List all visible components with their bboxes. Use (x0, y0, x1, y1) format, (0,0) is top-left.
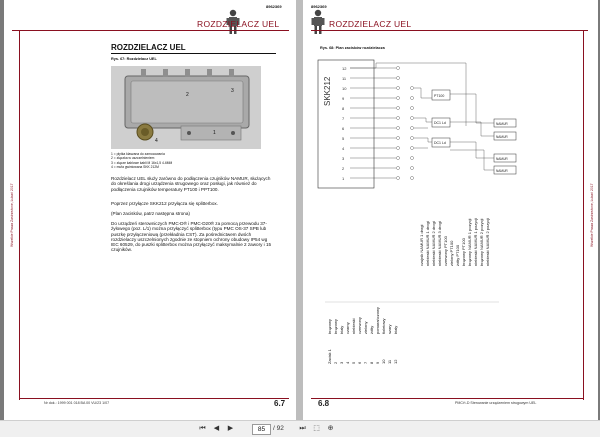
table-cell: 8 (369, 361, 374, 364)
fit-page-icon[interactable]: ⬚ (313, 425, 320, 432)
table-cell: biały (393, 325, 398, 334)
footer-text: Nr dok.: 1999 001 018 BA 00 VU/23 1/07 (44, 401, 110, 405)
component-label: NAMUR (496, 157, 508, 161)
legend-item: 1 = płytka klaszana do zamocowania (111, 152, 165, 156)
table-cell: 3 (339, 361, 344, 364)
terminal-diagram (316, 58, 526, 190)
table-cell: zielony (363, 321, 368, 334)
table-cell: brązowy PT100 (461, 238, 466, 266)
first-page-icon[interactable]: ⏮ (199, 425, 206, 432)
table-cell: fioletowy (381, 318, 386, 334)
terminal-number: 12 (342, 66, 347, 71)
paragraph: Poprzez przyłącze SKK212 przyłącza się splitterbox. (111, 201, 218, 206)
page-number-input[interactable] (252, 424, 271, 435)
terminal-table (323, 206, 503, 366)
terminal-number: 2 (342, 166, 345, 171)
component-label: NAMUR (496, 135, 508, 139)
paragraph: Do urządzeń sterowniczych PMC-D℗ i PMC-D20℗ za pomocą przewodu 37-żyłowego (poz. L/1) można przyłączyć splitterbox (typu PMC OS-37 SPB lub puszkę przyłączeniową (przekładnia CST). Za pośrednictwem dwóch rozdzielaczy uszczelnionych zgodnie ze stopniem ochrony obudowy IP54 wg IEC 60529, do puszki splitterbox można przyłączyć maksymalnie 2 zawory i 15 czujników. (111, 221, 272, 253)
table-cell: czujnik NAMUR 1 drogi (419, 224, 424, 266)
terminal-numbers (342, 66, 347, 181)
table-cell: brązowy (327, 319, 332, 334)
legend-item: 4 = mufa gwintowana SKK 212M (111, 164, 159, 169)
table-cell: brązowy (333, 319, 338, 334)
terminal-number: 4 (342, 146, 345, 151)
distributor-photo (111, 66, 261, 149)
margin-rule (583, 30, 584, 400)
table-cell: brązowy NAMUR 1 pozycji (467, 218, 472, 266)
table-cell: czerwony (357, 317, 362, 334)
footer-rule (311, 398, 583, 399)
doc-code: 8962369 (311, 4, 327, 9)
terminal-number: 1 (342, 176, 345, 181)
photo-label: 3 (231, 88, 234, 94)
table-cell: niebieski NAMUR 2 drogi (431, 221, 436, 266)
table-cell: 6 (357, 361, 362, 364)
table-cell: biały (339, 325, 344, 334)
left-page (4, 0, 296, 420)
section-title: ROZDZIELACZ UEL (111, 43, 186, 52)
page-number: 6.7 (274, 399, 286, 408)
table-cell: niebieski NAMUR 1 pozycji (473, 217, 478, 266)
terminal-number: 6 (342, 126, 345, 131)
table-cell: pomarańczowy (375, 307, 380, 334)
margin-rule (19, 30, 20, 400)
table-cell: żółty (369, 325, 374, 334)
table-cell: niebieski NAMUR 2 pozycji (485, 217, 490, 266)
terminal-number: 10 (342, 86, 347, 91)
table-cell: 5 (351, 361, 356, 364)
terminal-number: 7 (342, 116, 345, 121)
table-cell: 9 (375, 361, 380, 364)
worker-icon (311, 9, 325, 35)
terminal-number: 8 (342, 106, 345, 111)
table-cell: żółty PT100 (455, 244, 460, 266)
component-label: DC1 Ld (434, 141, 446, 145)
footer-text: PMC℗-D Sterowanie urządzeniem strugowym UEL (455, 401, 537, 405)
pdf-toolbar (0, 420, 600, 437)
doc-code: 8962369 (266, 4, 282, 9)
paragraph: (Plan zacisków, patrz następna strona) (111, 211, 190, 216)
table-cell: 2 (333, 361, 338, 364)
table-cell: szary (387, 324, 392, 334)
terminal-number: 11 (342, 76, 347, 81)
header-rule (311, 30, 588, 31)
right-page (303, 0, 598, 420)
table-cell: Zacisk 1 (327, 349, 332, 364)
connector-label: SKK212 (323, 76, 332, 106)
section-header: ROZDZIELACZ UEL (197, 19, 280, 29)
header-rule (12, 30, 289, 31)
component-label: PT100 (434, 94, 445, 98)
terminal-number: 3 (342, 156, 345, 161)
terminal-number: 5 (342, 136, 345, 141)
figure-caption: Rys. 67: Rozdzielacz UEL (111, 57, 157, 61)
table-cell: zielony PT100 (449, 240, 454, 266)
page-number: 6.8 (318, 399, 330, 408)
legend-item: 2 = złączka w uszczelnieniem (111, 156, 155, 161)
table-cell: czerwony PT100 (443, 236, 448, 266)
side-copyright: Wszelkie Prawa Zastrzeżone, Lubań 2017 (590, 183, 594, 247)
table-cell: niebieski NAMUR 3 drogi (437, 221, 442, 266)
next-page-icon[interactable]: ▶ (227, 425, 234, 432)
side-copyright: Wszelkie Prawa Zastrzeżone, Lubań 2017 (10, 183, 14, 247)
terminal-number: 9 (342, 96, 345, 101)
photo-label: 2 (186, 92, 189, 98)
page-total: / 92 (273, 425, 284, 432)
title-rule (111, 53, 276, 54)
component-label: NAMUR (496, 122, 508, 126)
component-label: DC1 Ld (434, 121, 446, 125)
table-cell: czarny (345, 322, 350, 334)
prev-page-icon[interactable]: ◀ (213, 425, 220, 432)
table-cell: 7 (363, 361, 368, 364)
table-cell: 10 (381, 359, 386, 364)
table-cell: 11 (387, 359, 392, 364)
figure-caption: Rys. 68: Plan zacisków rozdzielacza (320, 46, 385, 50)
paragraph: Rozdzielacz UEL służy zarówno do podłączenia czujników NAMUR, służących do określania drogi urządzenia strugowego oraz posługi, jak również do podłączenia czujników temperatury PT100 i PPT100. (111, 176, 271, 192)
photo-legend (111, 152, 172, 169)
table-cell: niebieski NAMUR 1 drogi (425, 221, 430, 266)
section-header: ROZDZIELACZ UEL (329, 19, 412, 29)
page-separator (296, 0, 303, 420)
photo-label: 1 (213, 130, 216, 136)
component-label: NAMUR (496, 169, 508, 173)
table-cell: 4 (345, 361, 350, 364)
zoom-icon[interactable]: ⊕ (327, 425, 334, 432)
table-cell: brązowy NAMUR 2 pozycji (479, 218, 484, 266)
legend-item: 3 = złącze kablowe kabli M 16x1,5 4-6MM (111, 160, 173, 165)
last-page-icon[interactable]: ⏭ (299, 425, 306, 432)
footer-rule (19, 398, 289, 399)
photo-label: 4 (155, 138, 158, 144)
table-cell: niebieski (351, 318, 356, 334)
table-cell: 12 (393, 359, 398, 364)
